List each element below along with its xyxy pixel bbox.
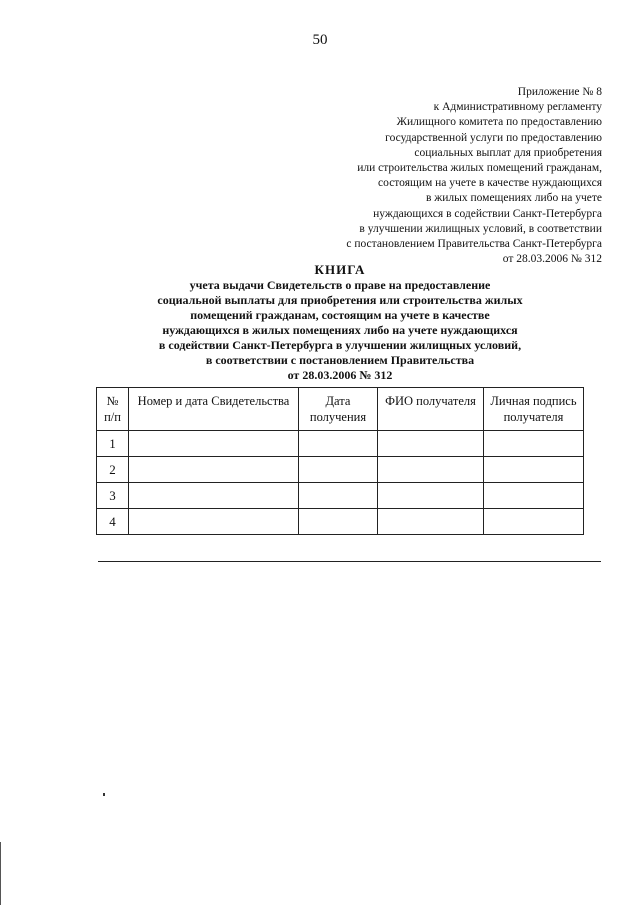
signature-cell [484, 483, 584, 509]
table-row [97, 457, 584, 483]
certificate-cell [129, 483, 299, 509]
title-line: нуждающихся в жилых помещениях либо на учете нуждающихся [162, 323, 518, 337]
receipt-date-cell [299, 483, 378, 509]
title-line: учета выдачи Свидетельств о праве на предоставление [189, 278, 491, 292]
recipient-name-cell [378, 509, 484, 535]
header-row-number: № п/п [97, 388, 129, 431]
title-line: социальной выплаты для приобретения или строительства жилых [157, 293, 523, 307]
appendix-line: состоящим на учете в качестве нуждающихся [378, 177, 602, 190]
horizontal-divider [98, 561, 601, 562]
appendix-reference [302, 85, 602, 267]
title-heading: КНИГА [314, 262, 366, 277]
appendix-line: социальных выплат для приобретения [414, 146, 602, 159]
scan-speck [103, 793, 105, 796]
certificate-cell [129, 431, 299, 457]
row-number-cell: 1 [97, 431, 129, 457]
receipt-date-cell [299, 431, 378, 457]
table-header-row [97, 388, 584, 431]
header-recipient-signature: Личная подпись получателя [484, 388, 584, 431]
title-line: в соответствии с постановлением Правительства [205, 353, 475, 367]
signature-cell [484, 509, 584, 535]
appendix-line: в улучшении жилищных условий, в соответствии [359, 222, 602, 235]
header-certificate-number-date: Номер и дата Свидетельства [129, 388, 299, 431]
document-title [95, 262, 585, 383]
appendix-line: от 28.03.2006 № 312 [502, 253, 602, 266]
table-row [97, 431, 584, 457]
appendix-line: государственной услуги по предоставлению [385, 131, 602, 144]
appendix-line: Жилищного комитета по предоставлению [396, 116, 602, 129]
signature-cell [484, 431, 584, 457]
appendix-line: или строительства жилых помещений гражданам, [357, 162, 602, 175]
header-recipient-name: ФИО получателя [378, 388, 484, 431]
receipt-date-cell [299, 509, 378, 535]
certificate-cell [129, 457, 299, 483]
appendix-line: с постановлением Правительства Санкт-Петербурга [346, 238, 602, 251]
table-row [97, 509, 584, 535]
row-number-cell: 4 [97, 509, 129, 535]
appendix-line: в жилых помещениях либо на учете [425, 192, 602, 205]
title-line: от 28.03.2006 № 312 [287, 368, 393, 382]
title-line: помещений гражданам, состоящим на учете в качестве [190, 308, 490, 322]
title-line: в содействии Санкт-Петербурга в улучшении жилищных условий, [158, 338, 522, 352]
page-number: 50 [312, 32, 328, 48]
appendix-line: к Административному регламенту [433, 101, 602, 114]
appendix-line: Приложение № 8 [517, 86, 602, 98]
row-number-cell: 2 [97, 457, 129, 483]
appendix-line: нуждающихся в содействии Санкт-Петербурга [373, 207, 602, 220]
signature-cell [484, 457, 584, 483]
receipt-date-cell [299, 457, 378, 483]
recipient-name-cell [378, 483, 484, 509]
scan-edge-line [0, 842, 1, 905]
recipient-name-cell [378, 457, 484, 483]
recipient-name-cell [378, 431, 484, 457]
certificate-cell [129, 509, 299, 535]
row-number-cell: 3 [97, 483, 129, 509]
registry-table [96, 387, 584, 535]
table-row [97, 483, 584, 509]
header-receipt-date: Дата получения [299, 388, 378, 431]
